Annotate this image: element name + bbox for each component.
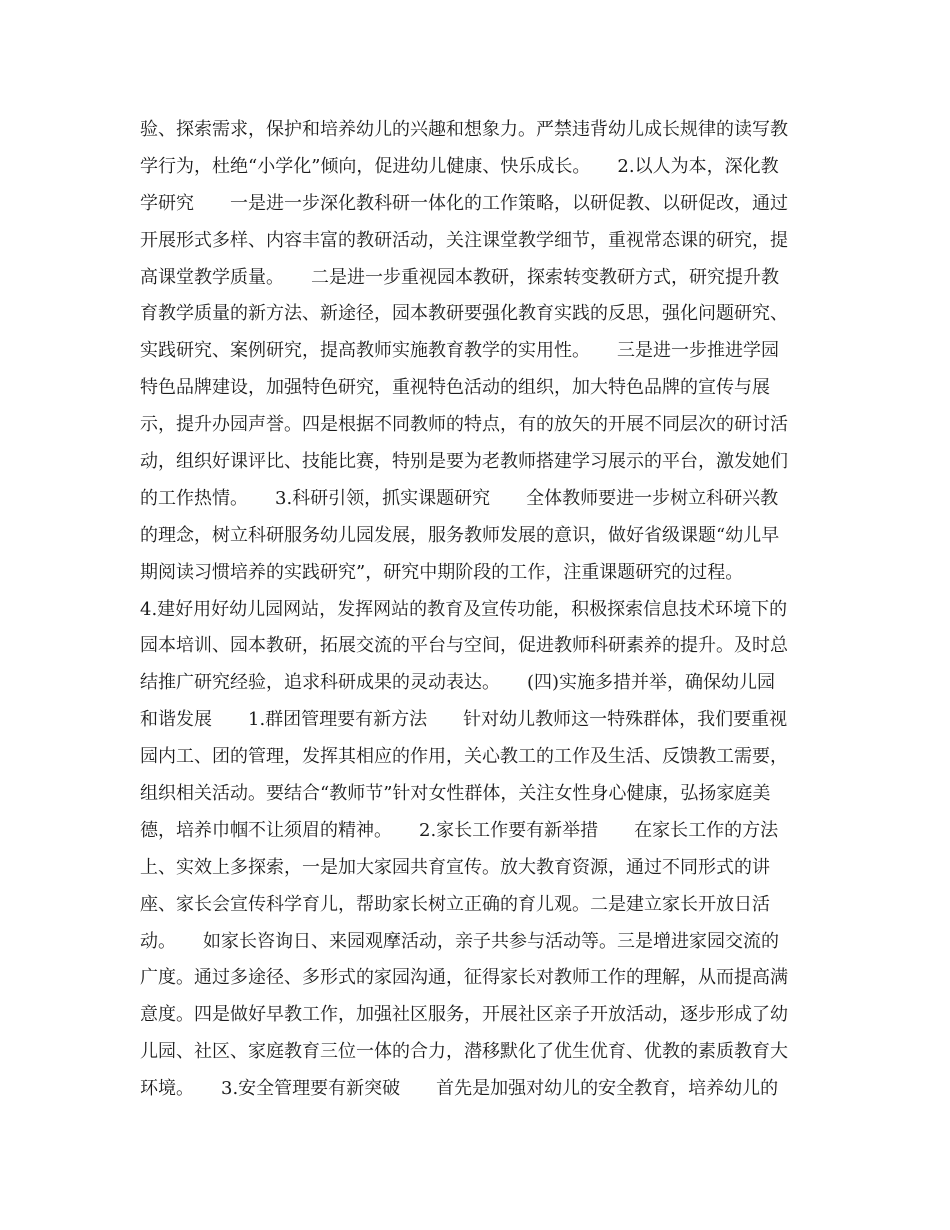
text-line: 开展形式多样、内容丰富的教研活动，关注课堂教学细节，重视常态课的研究，提: [140, 229, 788, 251]
text-line: 园本培训、园本教研，拓展交流的平台与空间，促进教师科研素养的提升。及时总: [140, 635, 788, 657]
text-line: 结推广研究经验，追求科研成果的灵动表达。 (四)实施多措并举，确保幼儿园: [140, 672, 776, 694]
text-line: 验、探索需求，保护和培养幼儿的兴趣和想象力。严禁违背幼儿成长规律的读写教: [140, 119, 788, 140]
text-line: 学行为，杜绝“小学化”倾向，促进幼儿健康、快乐成长。 2.以人为本，深化教: [140, 155, 779, 177]
text-line: 特色品牌建设，加强特色研究，重视特色活动的组织，加大特色品牌的宣传与展: [140, 377, 770, 399]
text-line: 广度。通过多途径、多形式的家园沟通，征得家长对教师工作的理解，从而提高满: [140, 967, 788, 989]
text-line: 示，提升办园声誉。四是根据不同教师的特点，有的放矢的开展不同层次的研讨活: [140, 414, 788, 436]
text-line: 的理念，树立科研服务幼儿园发展，服务教师发展的意识，做好省级课题“幼儿早: [140, 524, 780, 546]
text-line: 和谐发展 1.群团管理要有新方法 针对幼儿教师这一特殊群体，我们要重视: [140, 709, 788, 731]
text-line: 德，培养巾帼不让须眉的精神。 2.家长工作要有新举措 在家长工作的方法: [140, 819, 779, 841]
text-line: 儿园、社区、家庭教育三位一体的合力，潜移默化了优生优育、优教的素质教育大: [140, 1041, 788, 1063]
text-line: 座、家长会宣传科学育儿，帮助家长树立正确的育儿观。二是建立家长开放日活: [140, 893, 770, 915]
text-line: 学研究 一是进一步深化教科研一体化的工作策略，以研促教、以研促改，通过: [140, 192, 788, 214]
text-line: 实践研究、案例研究，提高教师实施教育教学的实用性。 三是进一步推进学园: [140, 340, 779, 362]
text-line: 组织相关活动。要结合“教师节”针对女性群体，关注女性身心健康，弘扬家庭美: [140, 783, 771, 805]
text-line: 园内工、团的管理，发挥其相应的作用，关心教工的工作及生活、反馈教工需要，: [140, 746, 788, 768]
text-line: 环境。 3.安全管理要有新突破 首先是加强对幼儿的安全教育，培养幼儿的: [140, 1078, 779, 1100]
body-text: [140, 112, 820, 1108]
text-line: 4.建好用好幼儿园网站，发挥网站的教育及宣传功能，积极探索信息技术环境下的: [140, 598, 788, 620]
text-line: 期阅读习惯培养的实践研究”，研究中期阶段的工作，注重课题研究的过程。: [140, 561, 744, 583]
text-line: 动，组织好课评比、技能比赛，特别是要为老教师搭建学习展示的平台，激发她们: [140, 451, 788, 473]
text-line: 育教学质量的新方法、新途径，园本教研要强化教育实践的反思，强化问题研究、: [140, 303, 788, 325]
text-line: 上、实效上多探索，一是加大家园共育宣传。放大教育资源，通过不同形式的讲: [140, 856, 770, 878]
text-line: 高课堂教学质量。 二是进一步重视园本教研，探索转变教研方式，研究提升教: [140, 266, 779, 288]
text-line: 意度。四是做好早教工作，加强社区服务，开展社区亲子开放活动，逐步形成了幼: [140, 1004, 788, 1026]
text-line: 的工作热情。 3.科研引领，抓实课题研究 全体教师要进一步树立科研兴教: [140, 487, 779, 509]
text-line: 动。 如家长咨询日、来园观摩活动，亲子共参与活动等。三是增进家园交流的: [140, 930, 779, 952]
